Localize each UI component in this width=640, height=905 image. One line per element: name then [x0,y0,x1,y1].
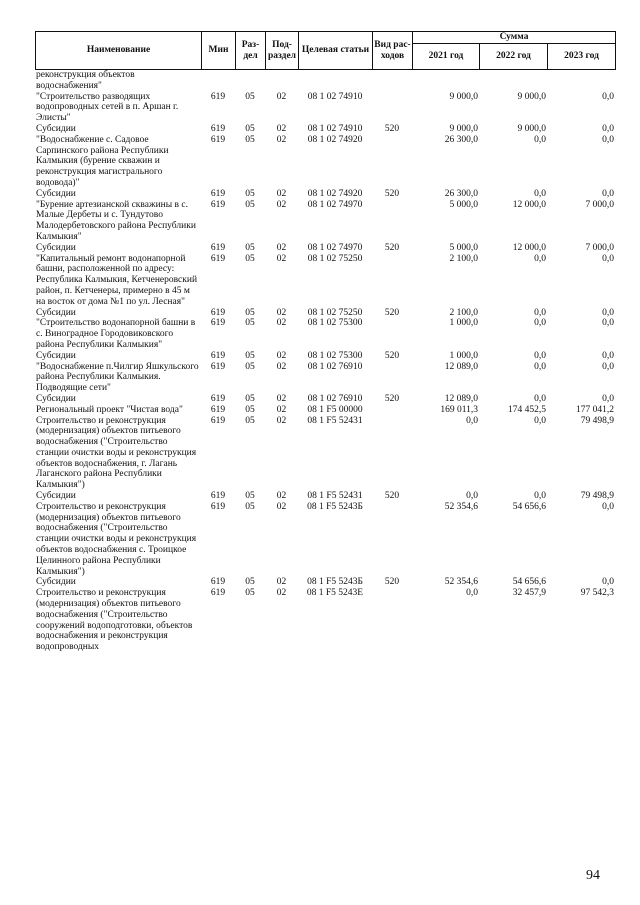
cell-razdel: 05 [245,393,255,404]
cell-celevaya: 08 1 02 75300 [307,350,363,361]
cell-razdel: 05 [245,307,255,318]
cell-2023: 79 498,9 [580,491,614,502]
cell-2022: 54 656,6 [512,577,546,588]
cell-min: 619 [210,588,226,599]
cell-name: Субсидии [36,577,76,588]
cell-2021 [412,70,479,92]
col-2022-header: 2022 год [480,44,548,70]
cell-2022: 9 000,0 [517,123,546,134]
cell-2022: 0,0 [534,307,546,318]
cell-2022: 174 452,5 [508,404,546,415]
col-vid-header: Вид рас-ходов [373,32,413,70]
cell-celevaya: 08 1 02 74970 [307,242,363,253]
cell-2021: 26 300,0 [444,188,478,199]
cell-2021: 9 000,0 [449,123,478,134]
cell-celevaya: 08 1 F5 52431 [307,491,363,502]
cell-vid: 520 [384,350,400,361]
table-row [35,405,615,416]
cell-podrazdel: 02 [276,491,287,502]
cell-2022: 0,0 [534,318,546,329]
table-row [35,124,615,135]
cell-2022: 0,0 [534,415,546,426]
cell-podrazdel: 02 [276,350,287,361]
cell-vid [372,588,412,653]
table-header [35,31,616,70]
cell-2023: 0,0 [602,253,614,264]
cell-2023: 0,0 [602,134,614,145]
cell-2023: 0,0 [602,577,614,588]
cell-2023: 0,0 [602,361,614,372]
cell-razdel: 05 [245,188,255,199]
cell-podrazdel: 02 [276,577,287,588]
col-summa-header: Сумма [413,32,616,44]
table-row [35,394,615,405]
cell-vid: 520 [384,577,400,588]
cell-celevaya: 08 1 F5 5243Б [307,501,363,512]
cell-2021: 52 354,6 [444,577,478,588]
cell-2022 [479,70,547,92]
table-row [35,491,615,502]
cell-min: 619 [210,393,226,404]
cell-razdel: 05 [245,404,255,415]
cell-podrazdel: 02 [276,253,287,264]
cell-vid [372,502,412,578]
cell-name: Строительство и реконструкция (модернизация) объектов питьевого водоснабжения ("Строительство станции очистки воды и реконструкция объектов водоснабжения с. Троицкое Целинного района Республики Калмыкия") [36,501,197,577]
cell-podrazdel [265,70,298,92]
cell-2023: 0,0 [602,123,614,134]
cell-min: 619 [210,350,226,361]
cell-min: 619 [210,134,226,145]
cell-2022: 9 000,0 [517,91,546,102]
cell-vid [372,200,412,243]
cell-razdel: 05 [245,318,255,329]
cell-min: 619 [210,253,226,264]
cell-celevaya: 08 1 02 75250 [307,307,363,318]
col-podrazdel-header: Под-раздел [266,32,299,70]
cell-2021: 5 000,0 [449,242,478,253]
col-celevaya-header: Целевая статьи [299,32,373,70]
table-row [35,416,615,492]
cell-celevaya: 08 1 02 74910 [307,123,363,134]
cell-name: "Бурение артезианской скважины в с. Малые Дербеты и с. Тундутово Малодербетовского района Республики Калмыкия" [36,199,196,242]
cell-vid [372,254,412,308]
cell-min: 619 [210,242,226,253]
cell-min: 619 [210,123,226,134]
cell-name: Субсидии [36,350,76,361]
cell-name: "Водоснабжение п.Чилгир Яшкульского района Республики Калмыкия. Подводящие сети" [36,361,199,394]
cell-name: реконструкция объектов водоснабжения" [36,70,135,91]
table-row [35,92,615,124]
cell-razdel: 05 [245,361,255,372]
cell-2022: 0,0 [534,188,546,199]
cell-name: "Водоснабжение с. Садовое Сарпинского района Республики Калмыкия (бурение скважин и реконструкция магистрального водовода)" [36,134,169,188]
cell-2022: 12 000,0 [512,242,546,253]
cell-razdel: 05 [245,577,255,588]
cell-min: 619 [210,415,226,426]
cell-podrazdel: 02 [276,361,287,372]
cell-name: Субсидии [36,242,76,253]
cell-2021: 1 000,0 [449,318,478,329]
cell-2022: 32 457,9 [512,588,546,599]
cell-celevaya: 08 1 F5 5243Е [306,588,364,599]
table-row [35,308,615,319]
cell-2021: 1 000,0 [449,350,478,361]
cell-name: Субсидии [36,393,76,404]
cell-podrazdel: 02 [276,415,287,426]
cell-2023: 0,0 [602,501,614,512]
cell-min: 619 [210,361,226,372]
cell-vid: 520 [384,123,400,134]
cell-razdel: 05 [245,123,255,134]
cell-razdel: 05 [245,253,255,264]
cell-2022: 0,0 [534,134,546,145]
cell-2023 [547,70,615,92]
cell-vid: 520 [384,393,400,404]
cell-vid [372,70,412,92]
budget-table-page [35,31,615,653]
table-row [35,351,615,362]
col-name-header: Наименование [36,32,202,70]
cell-2023: 97 542,3 [580,588,614,599]
table-row [35,577,615,588]
cell-name: Субсидии [36,491,76,502]
cell-2022: 0,0 [534,393,546,404]
table-row [35,189,615,200]
cell-podrazdel: 02 [276,588,287,599]
cell-min: 619 [210,91,226,102]
cell-vid [372,92,412,124]
cell-2023: 0,0 [602,91,614,102]
cell-razdel: 05 [245,134,255,145]
cell-min: 619 [210,491,226,502]
cell-podrazdel: 02 [276,307,287,318]
cell-2022: 0,0 [534,253,546,264]
cell-podrazdel: 02 [276,134,287,145]
cell-name: Субсидии [36,307,76,318]
cell-2022: 0,0 [534,350,546,361]
cell-2021: 12 089,0 [444,361,478,372]
cell-podrazdel: 02 [276,404,287,415]
cell-podrazdel: 02 [276,188,287,199]
cell-celevaya: 08 1 02 75300 [307,318,363,329]
cell-2022: 0,0 [534,491,546,502]
cell-2023: 7 000,0 [585,199,614,210]
cell-name: "Строительство водонапорной башни в с. Виноградное Городовиковского района Республики Калмыкия" [36,318,196,350]
cell-2021: 2 100,0 [449,253,478,264]
cell-2023: 0,0 [602,350,614,361]
cell-vid [372,135,412,189]
cell-2021: 5 000,0 [449,199,478,210]
cell-min: 619 [210,501,226,512]
cell-vid: 520 [384,491,400,502]
col-razdel-header: Раз-дел [236,32,266,70]
cell-min: 619 [210,188,226,199]
cell-2021: 0,0 [466,588,478,599]
table-row [35,70,615,92]
cell-podrazdel: 02 [276,393,287,404]
cell-razdel: 05 [245,491,255,502]
cell-razdel [235,70,265,92]
col-min-header: Мин [202,32,236,70]
cell-vid [372,416,412,492]
table-row [35,243,615,254]
cell-celevaya: 08 1 F5 5243Б [307,577,363,588]
cell-podrazdel: 02 [276,318,287,329]
table-row [35,588,615,653]
cell-name: Строительство и реконструкция (модернизация) объектов питьевого водоснабжения ("Строительство станции очистки воды и реконструкция объектов водоснабжения, г. Лагань Лаганского района Республики Калмыкия") [36,415,197,491]
cell-2023: 0,0 [602,188,614,199]
cell-2022: 12 000,0 [512,199,546,210]
table-row [35,254,615,308]
cell-vid [372,405,412,416]
cell-min: 619 [210,307,226,318]
table-row [35,200,615,243]
table-row [35,318,615,350]
cell-2021: 2 100,0 [449,307,478,318]
cell-celevaya: 08 1 F5 52431 [307,415,363,426]
cell-celevaya: 08 1 02 74970 [307,199,363,210]
cell-2022: 54 656,6 [512,501,546,512]
cell-razdel: 05 [245,501,255,512]
cell-celevaya: 08 1 F5 00000 [307,404,363,415]
cell-2021: 169 011,3 [440,404,478,415]
cell-name: "Капитальный ремонт водонапорной башни, расположенной по адресу: Республика Калмыкия, Кетченеровский район, п. Кетченеры, примерно в 45 м на восток от дома №1 по ул. Лесная" [36,253,198,307]
cell-2021: 52 354,6 [444,501,478,512]
cell-2021: 26 300,0 [444,134,478,145]
cell-vid [372,318,412,350]
cell-celevaya: 08 1 02 74920 [307,188,363,199]
cell-2021: 12 089,0 [444,393,478,404]
cell-min: 619 [210,318,226,329]
cell-podrazdel: 02 [276,501,287,512]
cell-2023: 7 000,0 [585,242,614,253]
cell-2021: 0,0 [466,491,478,502]
cell-2023: 0,0 [602,307,614,318]
cell-podrazdel: 02 [276,91,287,102]
table-row [35,362,615,394]
cell-name: Субсидии [36,188,76,199]
cell-name: "Строительство разводящих водопроводных сетей в п. Аршан г. Элисты" [36,91,179,124]
cell-razdel: 05 [245,91,255,102]
cell-razdel: 05 [245,588,255,599]
page-number: 94 [586,868,600,883]
cell-celevaya: 08 1 02 76910 [307,361,363,372]
cell-vid: 520 [384,188,400,199]
cell-podrazdel: 02 [276,199,287,210]
cell-celevaya: 08 1 02 74910 [307,91,363,102]
cell-podrazdel: 02 [276,242,287,253]
cell-razdel: 05 [245,199,255,210]
cell-podrazdel: 02 [276,123,287,134]
cell-2023: 0,0 [602,393,614,404]
cell-razdel: 05 [245,415,255,426]
cell-name: Строительство и реконструкция (модернизация) объектов питьевого водоснабжения ("Строительство сооружений водоподготовки, объектов водоснабжения и реконструкция водопроводных [36,588,193,653]
cell-min: 619 [210,404,226,415]
cell-vid [372,362,412,394]
cell-vid: 520 [384,242,400,253]
cell-min [201,70,235,92]
table-row [35,135,615,189]
cell-min: 619 [210,199,226,210]
cell-celevaya [298,70,372,92]
table-row [35,502,615,578]
col-2023-header: 2023 год [548,44,616,70]
table-body [35,70,615,653]
cell-vid: 520 [384,307,400,318]
cell-2023: 177 041,2 [576,404,614,415]
cell-2021: 0,0 [466,415,478,426]
col-2021-header: 2021 год [413,44,480,70]
cell-name: Региональный проект "Чистая вода" [36,404,183,415]
cell-2023: 79 498,9 [580,415,614,426]
cell-celevaya: 08 1 02 74920 [307,134,363,145]
cell-razdel: 05 [245,350,255,361]
cell-2021: 9 000,0 [449,91,478,102]
cell-min: 619 [210,577,226,588]
cell-celevaya: 08 1 02 76910 [307,393,363,404]
cell-2022: 0,0 [534,361,546,372]
cell-name: Субсидии [36,123,76,134]
cell-razdel: 05 [245,242,255,253]
cell-celevaya: 08 1 02 75250 [307,253,363,264]
cell-2023: 0,0 [602,318,614,329]
